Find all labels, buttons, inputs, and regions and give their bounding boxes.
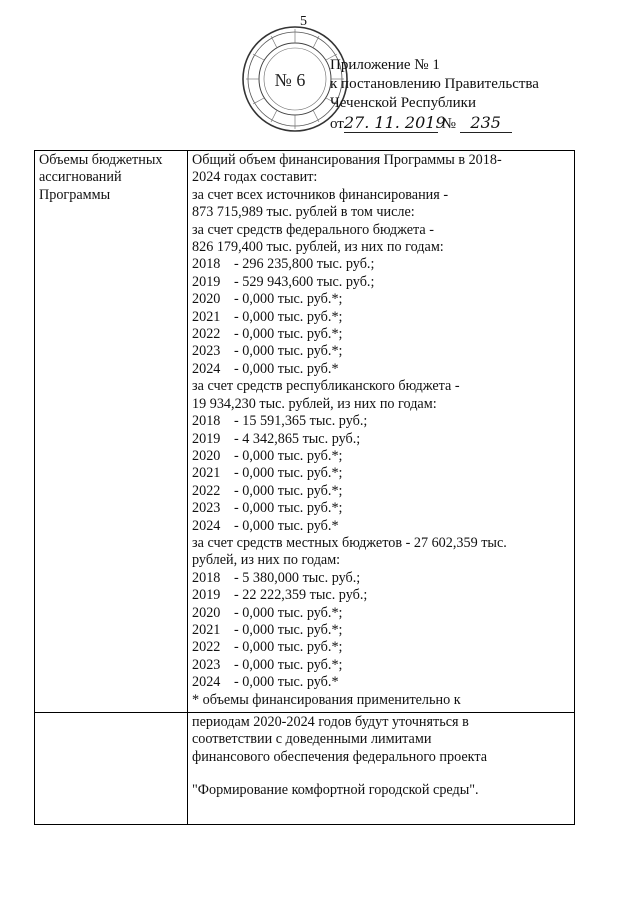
year-amount: - 0,000 тыс. руб.*; — [234, 656, 343, 673]
year-row — [192, 448, 570, 465]
federal-heading-line: 826 179,400 тыс. рублей, из них по годам: — [192, 239, 444, 256]
year-row — [192, 291, 570, 308]
year-label: 2021 — [192, 621, 221, 638]
year-amount: - 0,000 тыс. руб.*; — [234, 604, 343, 621]
federal-heading-line: за счет средств федерального бюджета - — [192, 221, 434, 238]
footnote-cell — [188, 713, 575, 825]
table-row — [35, 151, 575, 713]
year-amount: - 0,000 тыс. руб.*; — [234, 291, 343, 308]
year-row — [192, 674, 570, 691]
local-heading-line: за счет средств местных бюджетов - 27 602,359 тыс. — [192, 534, 507, 551]
year-amount: - 0,000 тыс. руб.*; — [234, 621, 343, 638]
intro-line: за счет всех источников финансирования - — [192, 186, 449, 203]
intro-line: 2024 годах составит: — [192, 169, 318, 186]
year-amount: - 0,000 тыс. руб.*; — [234, 500, 343, 517]
number-value: 235 — [460, 113, 512, 133]
date-value: 27. 11. 2019 — [343, 113, 446, 132]
date-prefix: от — [330, 116, 344, 132]
left-label: Объемы бюджетных ассигнований Программы — [39, 152, 163, 203]
project-name: "Формирование комфортной городской среды". — [192, 782, 479, 799]
republic-heading-line: за счет средств республиканского бюджета - — [192, 378, 460, 395]
document-header — [330, 56, 620, 134]
year-label: 2024 — [192, 360, 221, 377]
year-row — [192, 587, 570, 604]
header-line-1: Приложение № 1 — [330, 57, 440, 73]
year-label: 2018 — [192, 413, 221, 430]
year-row — [192, 570, 570, 587]
year-label: 2024 — [192, 517, 221, 534]
header-line-2: к постановлению Правительства — [330, 76, 539, 92]
content-cell — [188, 151, 575, 713]
republic-heading-line: 19 934,230 тыс. рублей, из них по годам: — [192, 395, 437, 412]
year-row — [192, 274, 570, 291]
year-amount: - 15 591,365 тыс. руб.; — [234, 413, 368, 430]
year-amount: - 0,000 тыс. руб.*; — [234, 447, 343, 464]
year-row — [192, 343, 570, 360]
republic-block — [192, 378, 570, 535]
year-label: 2022 — [192, 326, 221, 343]
year-row — [192, 413, 570, 430]
year-row — [192, 639, 570, 656]
year-row — [192, 326, 570, 343]
intro-line: Общий объем финансирования Программы в 2018- — [192, 152, 502, 168]
federal-block — [192, 222, 570, 379]
budget-table — [34, 150, 575, 825]
year-label: 2020 — [192, 447, 221, 464]
year-row — [192, 465, 570, 482]
year-amount: - 529 943,600 тыс. руб.; — [234, 273, 375, 290]
footnote-line: периодам 2020-2024 годов будут уточняться в — [192, 714, 469, 730]
year-label: 2024 — [192, 674, 221, 691]
year-amount: - 0,000 тыс. руб.*; — [234, 343, 343, 360]
year-label: 2019 — [192, 587, 221, 604]
header-signature-line — [330, 113, 620, 134]
year-row — [192, 361, 570, 378]
year-label: 2020 — [192, 604, 221, 621]
year-label: 2021 — [192, 308, 221, 325]
year-row — [192, 309, 570, 326]
year-label: 2022 — [192, 639, 221, 656]
year-amount: - 0,000 тыс. руб.*; — [234, 308, 343, 325]
intro-block — [192, 152, 570, 222]
spacer — [192, 766, 570, 782]
local-block — [192, 535, 570, 692]
year-row — [192, 657, 570, 674]
year-row — [192, 622, 570, 639]
local-heading-line: рублей, из них по годам: — [192, 552, 341, 569]
year-amount: - 0,000 тыс. руб.* — [234, 360, 339, 377]
year-amount: - 22 222,359 тыс. руб.; — [234, 587, 368, 604]
page-number: 5 — [300, 14, 307, 29]
year-label: 2023 — [192, 656, 221, 673]
year-amount: - 0,000 тыс. руб.* — [234, 674, 339, 691]
year-label: 2018 — [192, 569, 221, 586]
year-amount: - 0,000 тыс. руб.*; — [234, 639, 343, 656]
table-row — [35, 713, 575, 825]
year-label: 2021 — [192, 465, 221, 482]
stamp-number: № 6 — [274, 70, 306, 90]
year-amount: - 4 342,865 тыс. руб.; — [234, 430, 361, 447]
year-amount: - 5 380,000 тыс. руб.; — [234, 569, 361, 586]
year-row — [192, 483, 570, 500]
year-label: 2022 — [192, 482, 221, 499]
year-amount: - 296 235,800 тыс. руб.; — [234, 256, 375, 273]
year-amount: - 0,000 тыс. руб.*; — [234, 482, 343, 499]
footnote-line: * объемы финансирования применительно к — [192, 691, 461, 708]
year-label: 2019 — [192, 430, 221, 447]
year-amount: - 0,000 тыс. руб.*; — [234, 326, 343, 343]
label-cell — [35, 151, 188, 713]
footnote-block — [192, 714, 570, 766]
year-row — [192, 500, 570, 517]
year-amount: - 0,000 тыс. руб.* — [234, 517, 339, 534]
year-amount: - 0,000 тыс. руб.*; — [234, 465, 343, 482]
intro-line: 873 715,989 тыс. рублей в том числе: — [192, 204, 415, 221]
year-label: 2023 — [192, 343, 221, 360]
empty-label-cell — [35, 713, 188, 825]
year-label: 2019 — [192, 273, 221, 290]
footnote-line: финансового обеспечения федерального проекта — [192, 748, 488, 765]
year-label: 2023 — [192, 500, 221, 517]
number-prefix: № — [441, 116, 456, 132]
header-line-3: Чеченской Республики — [330, 95, 476, 111]
year-label: 2018 — [192, 256, 221, 273]
year-label: 2020 — [192, 291, 221, 308]
year-row — [192, 518, 570, 535]
year-row — [192, 256, 570, 273]
year-row — [192, 605, 570, 622]
year-row — [192, 431, 570, 448]
footnote-line: соответствии с доведенными лимитами — [192, 731, 432, 748]
